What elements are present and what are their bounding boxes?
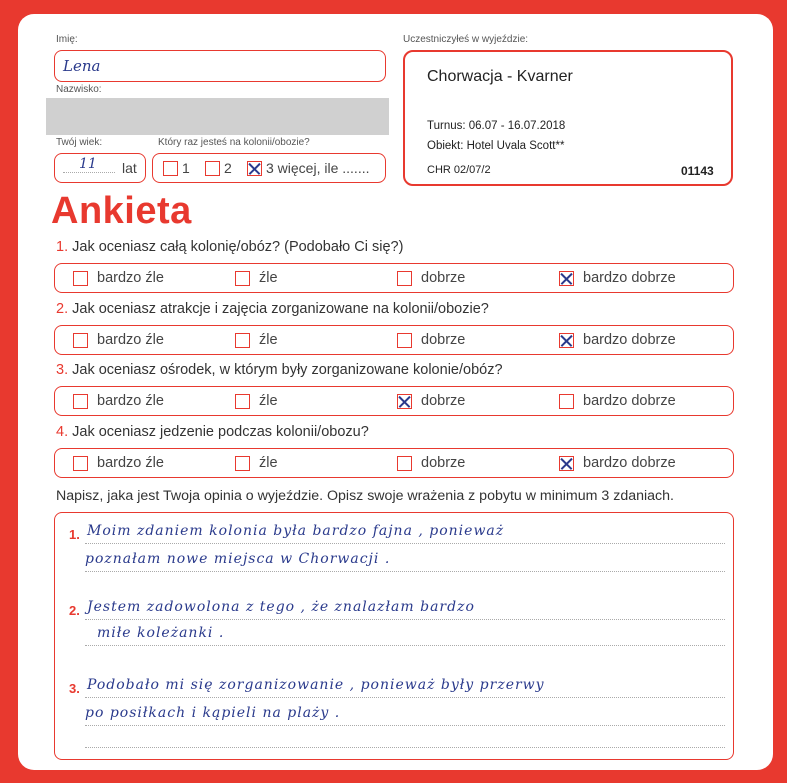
name-field[interactable] bbox=[54, 50, 386, 82]
trip-box bbox=[403, 50, 733, 186]
times-checkbox-3[interactable] bbox=[247, 161, 262, 176]
surname-label: Nazwisko: bbox=[56, 84, 102, 95]
question-1: 1. Jak oceniasz całą kolonię/obóz? (Podobało Ci się?) bbox=[56, 239, 404, 255]
checkbox-3-3[interactable] bbox=[397, 394, 412, 409]
option-label: bardzo źle bbox=[97, 332, 164, 348]
question-4: 4. Jak oceniasz jedzenie podczas kolonii/obozu? bbox=[56, 424, 369, 440]
option-4-4[interactable] bbox=[559, 455, 676, 471]
times-option-1[interactable]: 1 bbox=[163, 160, 190, 176]
option-1-3[interactable] bbox=[397, 270, 465, 286]
turnus: Turnus: 06.07 - 16.07.2018 bbox=[427, 120, 566, 132]
option-label: dobrze bbox=[421, 455, 466, 471]
option-2-4[interactable] bbox=[559, 332, 676, 348]
answer-num-1: 1. bbox=[69, 527, 80, 542]
option-label: źle bbox=[259, 455, 278, 471]
ruled-line bbox=[85, 725, 725, 726]
ruled-line bbox=[85, 619, 725, 620]
name-value: Lena bbox=[63, 57, 101, 75]
checkbox-4-4[interactable] bbox=[559, 456, 574, 471]
option-3-3[interactable] bbox=[397, 393, 465, 409]
option-1-4[interactable] bbox=[559, 270, 676, 286]
times-label: Który raz jesteś na kolonii/obozie? bbox=[158, 137, 310, 148]
checkbox-3-1[interactable] bbox=[73, 394, 88, 409]
option-4-1[interactable] bbox=[73, 455, 164, 471]
survey-sheet bbox=[18, 14, 773, 770]
option-label: bardzo źle bbox=[97, 393, 164, 409]
option-label: źle bbox=[259, 332, 278, 348]
times-field bbox=[152, 153, 386, 183]
answer-2-line-2: miłe koleżanki . bbox=[97, 625, 225, 641]
answer-num-2: 2. bbox=[69, 603, 80, 618]
option-2-2[interactable] bbox=[235, 332, 278, 348]
checkbox-3-4[interactable] bbox=[559, 394, 574, 409]
checkbox-4-2[interactable] bbox=[235, 456, 250, 471]
checkbox-2-2[interactable] bbox=[235, 333, 250, 348]
participant-label: Uczestniczyłeś w wyjeździe: bbox=[403, 34, 529, 45]
answer-row-2 bbox=[54, 325, 734, 355]
age-field[interactable] bbox=[54, 153, 146, 183]
answer-3-line-2: po posiłkach i kąpieli na plaży . bbox=[85, 705, 341, 721]
answer-1-line-2: poznałam nowe miejsca w Chorwacji . bbox=[85, 551, 391, 567]
ruled-line bbox=[85, 571, 725, 572]
option-1-1[interactable] bbox=[73, 270, 164, 286]
option-2-3[interactable] bbox=[397, 332, 465, 348]
checkbox-1-3[interactable] bbox=[397, 271, 412, 286]
age-dots bbox=[63, 172, 115, 173]
checkbox-2-1[interactable] bbox=[73, 333, 88, 348]
age-label: Twój wiek: bbox=[56, 137, 103, 148]
times-option-3[interactable]: 3 więcej, ile ....... bbox=[247, 160, 369, 176]
answer-row-4 bbox=[54, 448, 734, 478]
option-3-4[interactable] bbox=[559, 393, 676, 409]
ruled-line bbox=[85, 747, 725, 748]
option-label: źle bbox=[259, 393, 278, 409]
trip-title: Chorwacja - Kvarner bbox=[427, 68, 573, 85]
option-label: bardzo dobrze bbox=[583, 455, 676, 471]
checkbox-4-3[interactable] bbox=[397, 456, 412, 471]
answer-3-line-1: Podobało mi się zorganizowanie , ponieważ były przerwy bbox=[87, 677, 545, 693]
question-3: 3. Jak oceniasz ośrodek, w którym były zorganizowane kolonie/obóz? bbox=[56, 362, 503, 378]
option-1-2[interactable] bbox=[235, 270, 278, 286]
answer-row-3 bbox=[54, 386, 734, 416]
checkbox-3-2[interactable] bbox=[235, 394, 250, 409]
checkbox-2-4[interactable] bbox=[559, 333, 574, 348]
option-3-1[interactable] bbox=[73, 393, 164, 409]
option-label: bardzo dobrze bbox=[583, 332, 676, 348]
answer-row-1 bbox=[54, 263, 734, 293]
option-label: bardzo dobrze bbox=[583, 393, 676, 409]
obiekt: Obiekt: Hotel Uvala Scott** bbox=[427, 140, 565, 152]
checkbox-4-1[interactable] bbox=[73, 456, 88, 471]
ruled-line bbox=[85, 697, 725, 698]
option-label: dobrze bbox=[421, 270, 466, 286]
age-value: 11 bbox=[79, 156, 97, 172]
name-label: Imię: bbox=[56, 34, 78, 45]
option-label: bardzo źle bbox=[97, 270, 164, 286]
surname-redacted bbox=[46, 98, 389, 135]
answer-2-line-1: Jestem zadowolona z tego , że znalazłam bardzo bbox=[87, 599, 475, 615]
age-unit: lat bbox=[122, 160, 137, 176]
ruled-line bbox=[85, 543, 725, 544]
question-2: 2. Jak oceniasz atrakcje i zajęcia zorganizowane na kolonii/obozie? bbox=[56, 301, 489, 317]
option-4-3[interactable] bbox=[397, 455, 465, 471]
option-label: źle bbox=[259, 270, 278, 286]
option-label: bardzo źle bbox=[97, 455, 164, 471]
trip-code: CHR 02/07/2 bbox=[427, 164, 491, 176]
option-2-1[interactable] bbox=[73, 332, 164, 348]
checkbox-1-4[interactable] bbox=[559, 271, 574, 286]
checkbox-1-1[interactable] bbox=[73, 271, 88, 286]
times-option-2[interactable]: 2 bbox=[205, 160, 232, 176]
answer-num-3: 3. bbox=[69, 681, 80, 696]
opinion-box[interactable] bbox=[54, 512, 734, 760]
option-3-2[interactable] bbox=[235, 393, 278, 409]
opinion-prompt: Napisz, jaka jest Twoja opinia o wyjeździe. Opisz swoje wrażenia z pobytu w minimum 3 zdaniach. bbox=[56, 488, 674, 504]
option-label: dobrze bbox=[421, 393, 466, 409]
checkbox-1-2[interactable] bbox=[235, 271, 250, 286]
checkbox-2-3[interactable] bbox=[397, 333, 412, 348]
option-label: dobrze bbox=[421, 332, 466, 348]
answer-1-line-1: Moim zdaniem kolonia była bardzo fajna , ponieważ bbox=[87, 523, 505, 539]
option-4-2[interactable] bbox=[235, 455, 278, 471]
ruled-line bbox=[85, 645, 725, 646]
page-title: Ankieta bbox=[51, 190, 192, 232]
times-checkbox-1[interactable] bbox=[163, 161, 178, 176]
option-label: bardzo dobrze bbox=[583, 270, 676, 286]
times-checkbox-2[interactable] bbox=[205, 161, 220, 176]
form-number: 01143 bbox=[681, 164, 714, 178]
